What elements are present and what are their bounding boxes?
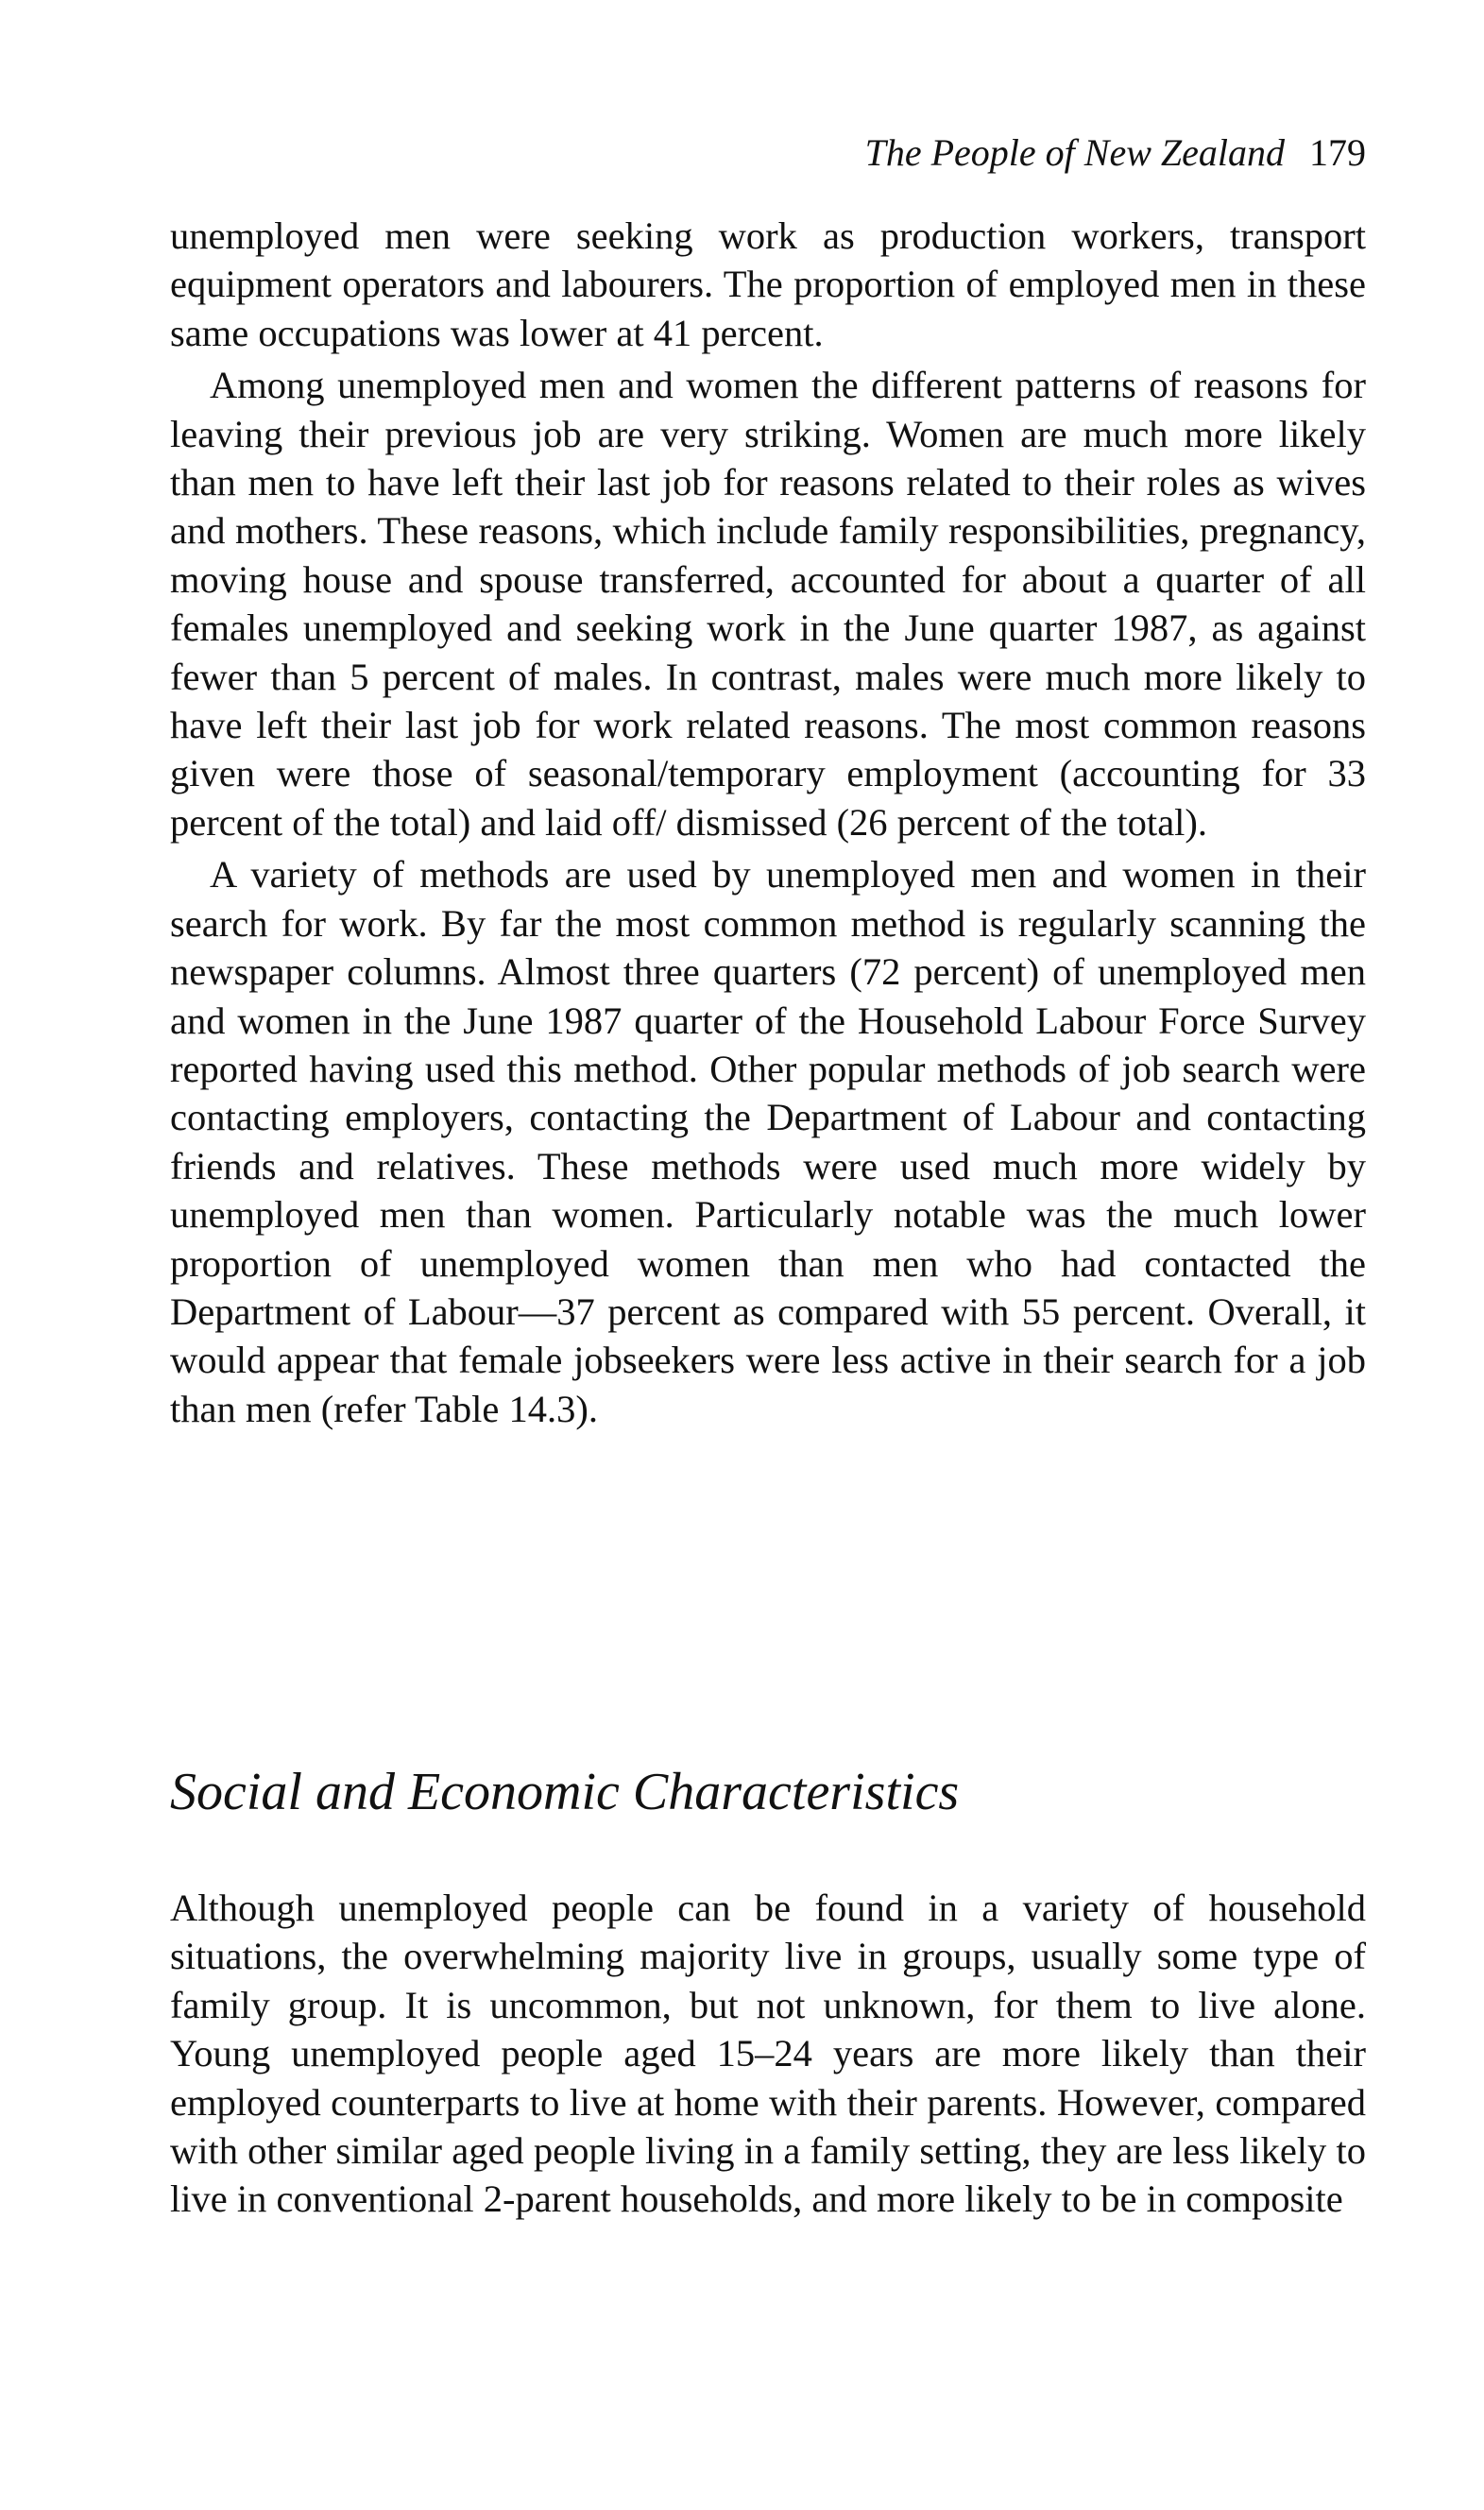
paragraph-job-search-methods: A variety of methods are used by unemployed men and women in their search for work. By far the most common method is regularly scanning the newspaper columns. Almost three quarters (72 percent) of unemployed men and women in the June 1987 quarter of the Household Labour Force Survey reported having used this method. Other popular methods of job search were contacting employers, contacting the Department of Labour and contacting friends and relatives. These methods were used much more widely by unemployed men than women. Particularly notable was the much lower proportion of unemployed women than men who had contacted the Department of Labour—37 percent as compared with 55 percent. Overall, it would appear that female jobseekers were less active in their search for a job than men (refer Table 14.3). bbox=[170, 853, 1366, 1430]
running-head bbox=[170, 130, 1366, 176]
paragraph-continued: unemployed men were seeking work as production workers, transport equipment operators and labourers. The proportion of employed men in these same occupations was lower at 41 percent. bbox=[170, 214, 1366, 354]
body-text bbox=[170, 212, 1366, 1433]
paragraph-household-situations: Although unemployed people can be found in a variety of household situations, the overwhelming majority live in groups, usually some type of family group. It is uncommon, but not unknown, for them to live alone. Young unemployed people aged 15–24 years are more likely than their employed counterparts to live at home with their parents. However, compared with other similar aged people living in a family setting, they are less likely to live in conventional 2-parent households, and more likely to be in composite bbox=[170, 1887, 1366, 2221]
running-head-title: The People of New Zealand bbox=[864, 131, 1285, 174]
section-body-text bbox=[170, 1884, 1366, 2224]
section-heading: Social and Economic Characteristics bbox=[170, 1763, 960, 1821]
page-number: 179 bbox=[1309, 131, 1366, 174]
paragraph-reasons-for-leaving: Among unemployed men and women the different patterns of reasons for leaving their previous job are very striking. Women are much more likely than men to have left their last job for reasons related to their roles as wives and mothers. These reasons, which include family responsibilities, pregnancy, moving house and spouse transferred, accounted for about a quarter of all females unemployed and seeking work in the June quarter 1987, as against fewer than 5 percent of males. In contrast, males were much more likely to have left their last job for work related reasons. The most common reasons given were those of seasonal/temporary employment (accounting for 33 percent of the total) and laid off/ dismissed (26 percent of the total). bbox=[170, 364, 1366, 844]
